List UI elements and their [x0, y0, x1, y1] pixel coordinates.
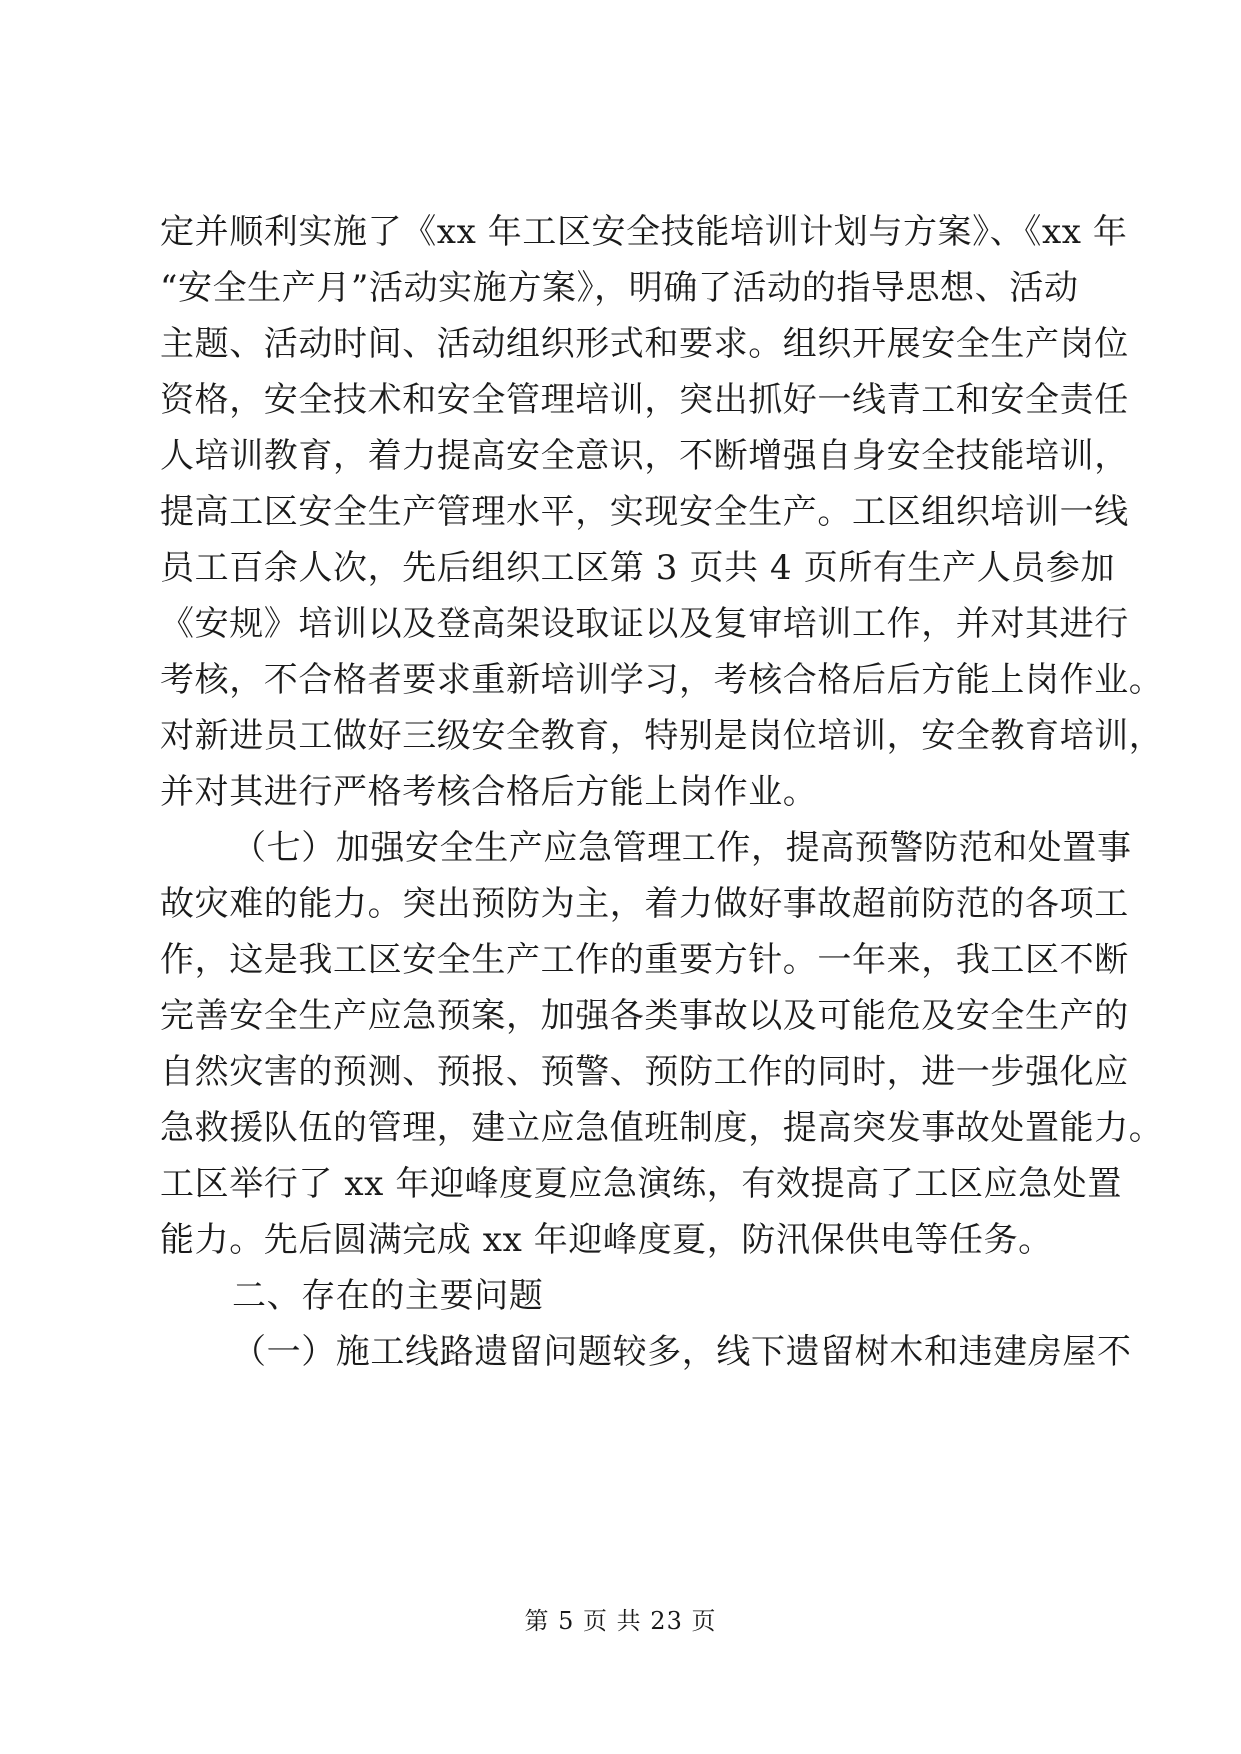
- body-text-line: “安全生产月”活动实施方案》，明确了活动的指导思想、活动: [160, 268, 1079, 308]
- page-footer: 第 5 页 共 23 页: [524, 1607, 717, 1635]
- body-text-line: 急救援队伍的管理，建立应急值班制度，提高突发事故处置能力。: [160, 1108, 1164, 1148]
- body-text-line: 提高工区安全生产管理水平，实现安全生产。工区组织培训一线: [160, 492, 1129, 532]
- body-text-line: 自然灾害的预测、预报、预警、预防工作的同时，进一步强化应: [160, 1052, 1129, 1092]
- body-text-line: 工区举行了 xx 年迎峰度夏应急演练，有效提高了工区应急处置: [160, 1164, 1122, 1204]
- body-text-line: 资格，安全技术和安全管理培训，突出抓好一线青工和安全责任: [160, 380, 1129, 420]
- body-text-line: 考核，不合格者要求重新培训学习，考核合格后后方能上岗作业。: [160, 660, 1164, 700]
- subsection-heading-1: （一）施工线路遗留问题较多，线下遗留树木和违建房屋不: [232, 1332, 1132, 1372]
- body-text-line: 能力。先后圆满完成 xx 年迎峰度夏，防汛保供电等任务。: [160, 1220, 1053, 1260]
- body-text-line: 对新进员工做好三级安全教育，特别是岗位培训，安全教育培训，: [160, 716, 1164, 756]
- body-text-line: 作，这是我工区安全生产工作的重要方针。一年来，我工区不断: [160, 940, 1129, 980]
- section-heading-7: （七）加强安全生产应急管理工作，提高预警防范和处置事: [232, 828, 1132, 868]
- body-text-line: 主题、活动时间、活动组织形式和要求。组织开展安全生产岗位: [160, 324, 1129, 364]
- body-text-line: 完善安全生产应急预案，加强各类事故以及可能危及安全生产的: [160, 996, 1129, 1036]
- body-text-line: 人培训教育，着力提高安全意识，不断增强自身安全技能培训，: [160, 436, 1129, 476]
- body-text-line: 并对其进行严格考核合格后方能上岗作业。: [160, 772, 818, 812]
- body-text-line: 员工百余人次，先后组织工区第 3 页共 4 页所有生产人员参加: [160, 548, 1116, 588]
- body-text-line: 《安规》培训以及登高架设取证以及复审培训工作，并对其进行: [160, 604, 1129, 644]
- body-text-line: 定并顺利实施了《xx 年工区安全技能培训计划与方案》、《xx 年: [160, 212, 1128, 252]
- body-text-line: 故灾难的能力。突出预防为主，着力做好事故超前防范的各项工: [160, 884, 1129, 924]
- section-heading-2: 二、存在的主要问题: [232, 1276, 544, 1316]
